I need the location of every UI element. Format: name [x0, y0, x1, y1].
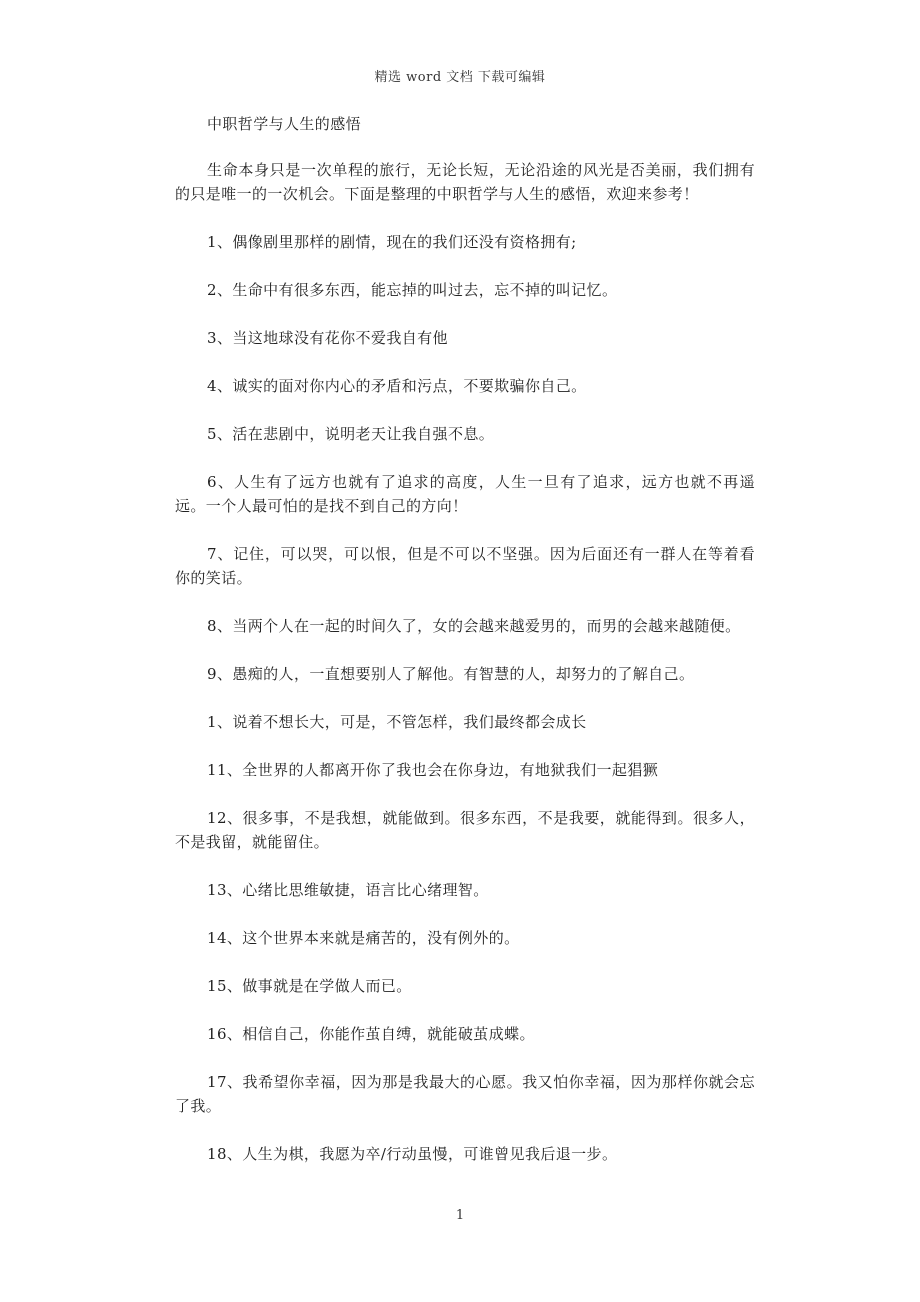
list-item: 1、说着不想长大，可是，不管怎样，我们最终都会成长	[207, 713, 587, 731]
list-item: 7、记住，可以哭，可以恨，但是不可以不坚强。因为后面还有一群人在等着看你的笑话。	[175, 545, 755, 587]
list-item: 15、做事就是在学做人而已。	[207, 977, 412, 995]
list-item: 3、当这地球没有花你不爱我自有他	[207, 329, 448, 347]
list-item: 11、全世界的人都离开你了我也会在你身边，有地狱我们一起猖獗	[207, 761, 659, 779]
document-body	[175, 112, 755, 1190]
list-item: 13、心绪比思维敏捷，语言比心绪理智。	[207, 881, 489, 899]
page-header: 精选 word 文档 下载可编辑	[374, 70, 546, 85]
list-item: 9、愚痴的人，一直想要别人了解他。有智慧的人，却努力的了解自己。	[207, 665, 695, 683]
list-item: 18、人生为棋，我愿为卒/行动虽慢，可谁曾见我后退一步。	[207, 1145, 618, 1163]
list-item: 8、当两个人在一起的时间久了，女的会越来越爱男的，而男的会越来越随便。	[207, 617, 741, 635]
page-number: 1	[455, 1208, 465, 1223]
list-item: 6、人生有了远方也就有了追求的高度，人生一旦有了追求，远方也就不再遥远。一个人最可怕的是找不到自己的方向！	[175, 473, 755, 515]
list-item: 2、生命中有很多东西，能忘掉的叫过去，忘不掉的叫记忆。	[207, 281, 618, 299]
list-item: 16、相信自己，你能作茧自缚，就能破茧成蝶。	[207, 1025, 535, 1043]
document-title: 中职哲学与人生的感悟	[207, 115, 362, 133]
intro-paragraph: 生命本身只是一次单程的旅行，无论长短，无论沿途的风光是否美丽，我们拥有的只是唯一的一次机会。下面是整理的中职哲学与人生的感悟，欢迎来参考！	[175, 161, 755, 203]
list-item: 17、我希望你幸福，因为那是我最大的心愿。我又怕你幸福，因为那样你就会忘了我。	[175, 1073, 755, 1115]
list-item: 4、诚实的面对你内心的矛盾和污点，不要欺骗你自己。	[207, 377, 587, 395]
list-item: 5、活在悲剧中，说明老天让我自强不息。	[207, 425, 495, 443]
list-item: 12、很多事，不是我想，就能做到。很多东西，不是我要，就能得到。很多人，不是我留，就能留住。	[175, 809, 755, 851]
list-item: 1、偶像剧里那样的剧情，现在的我们还没有资格拥有;	[207, 233, 577, 251]
list-item: 14、这个世界本来就是痛苦的，没有例外的。	[207, 929, 520, 947]
